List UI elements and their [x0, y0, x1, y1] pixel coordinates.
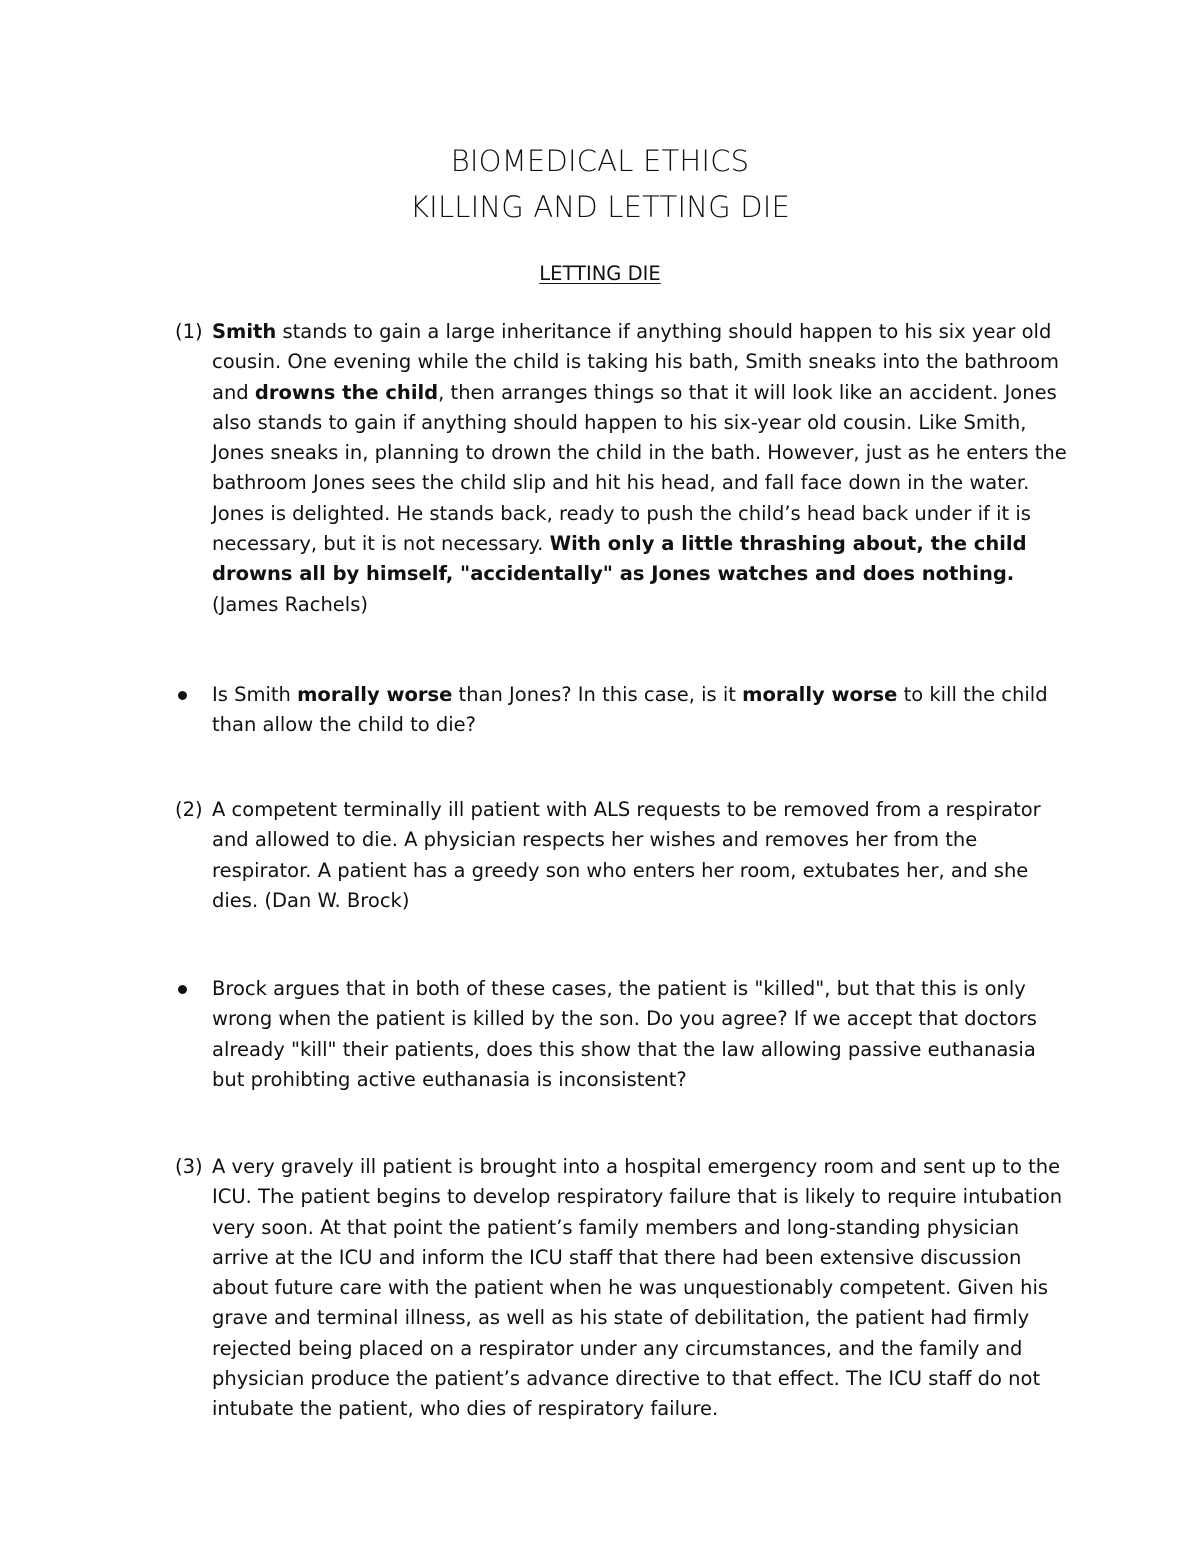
question-1-text: [212, 680, 1072, 741]
case-1-part: , then arranges things so that it will look like an accident. Jones also stands to gain if anything should happen to his six-year old cousin. Like Smith, Jones sneaks in, planning to drown the child in the bath. However, just as he enters the bathroom Jones sees the child slip and hit his head, and fall face down in the water. Jones is delighted. He stands back, ready to push the child’s head back under if it is necessary, but it is not necessary.: [212, 380, 1067, 556]
case-1-part: stands to gain a large inheritance if anything should happen to his six year old cousin. One evening while the child is taking his bath, Smith sneaks into the bathroom and: [212, 320, 1060, 404]
case-1-text: [212, 317, 1072, 620]
question-2-text: Brock argues that in both of these cases, the patient is "killed", but that this is only wrong when the patient is killed by the son. Do you agree? If we accept that doctors already "kill" their patients, does this show that the law allowing passive euthanasia but prohibting active euthanasia is inconsistent?: [212, 977, 1037, 1091]
case-1-bold-conclusion: With only a little thrashing about, the child drowns all by himself, "accidentally" as Jones watches and does nothing.: [212, 532, 1027, 586]
question-1-part: to kill the child than allow the child to die?: [212, 683, 1048, 737]
question-1-part: than Jones? In this case, is it: [452, 683, 743, 706]
question-1-bold: morally worse: [297, 683, 453, 706]
question-1-bold: morally worse: [742, 683, 898, 706]
case-3-text: A very gravely ill patient is brought into a hospital emergency room and sent up to the ICU. The patient begins to develop respiratory failure that is likely to require intubation very soon. At that point the patient’s family members and long-standing physician arrive at the ICU and inform the ICU staff that there had been extensive discussion about future care with the patient when he was unquestionably competent. Given his grave and terminal illness, as well as his state of debilitation, the patient had firmly rejected being placed on a respirator under any circumstances, and the family and physician produce the patient’s advance directive to that effect. The ICU staff do not intubate the patient, who dies of respiratory failure.: [212, 1155, 1063, 1421]
document-title-line2: KILLING AND LETTING DIE: [409, 190, 791, 224]
case-1-number: (1): [175, 320, 203, 343]
case-2-text: A competent terminally ill patient with ALS requests to be removed from a respirator and allowed to die. A physician respects her wishes and removes her from the respirator. A patient has a greedy son who enters her room, extubates her, and she dies. (Dan W. Brock): [212, 798, 1041, 912]
bullet-icon: [178, 985, 187, 994]
case-2-number: (2): [175, 798, 203, 821]
bullet-icon: [178, 691, 187, 700]
question-1-part: Is Smith: [212, 683, 298, 706]
case-1-bold-drowns: drowns the child: [254, 380, 439, 404]
case-1-citation: (James Rachels): [212, 592, 368, 616]
case-1-bold-smith: Smith: [212, 320, 277, 343]
case-3-number: (3): [175, 1155, 203, 1178]
document-title-line1: BIOMEDICAL ETHICS: [450, 144, 750, 178]
section-heading: LETTING DIE: [539, 262, 661, 285]
